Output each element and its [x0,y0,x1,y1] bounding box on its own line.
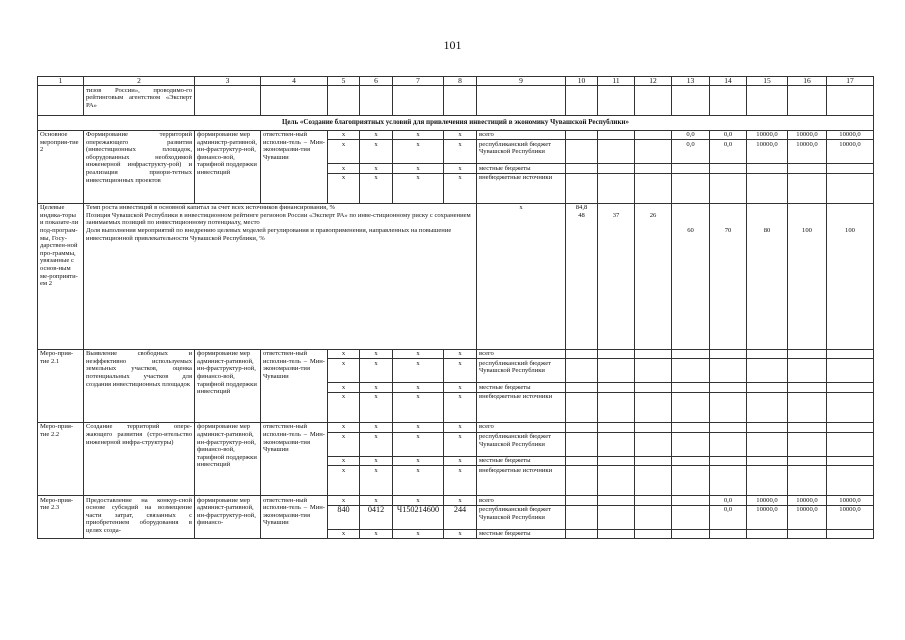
table-row: х х х х местные бюджеты [38,164,874,174]
indicators-row: Целевые индика-торы и показате-ли под-програм-мы, Госу-дарствен-ной про-граммы, увязанные с основ-ным ме-роприяти-ем 2 Темп роста инвестиций в основной капитал за счет всех источников финансирования, % Позиция Чувашской Республики в инвестиционном рейтинге регионов России «Эксперт РА» по инве-стиционному риску с сохранением занимаемых позиций по инвестиционному потенциалу, место Доля выполнения мероприятий по внедрению целевых моделей регулирования и правоприменения, направленных на повышение инвестиционной привлекательности Чувашской Республики, % х 84,8 48 37 26 60 70 80 100 100 [38,203,874,349]
indicators-list: Темп роста инвестиций в основной капитал за счет всех источников финансирования, % Позиция Чувашской Республики в инвестиционном рейтинге регионов России «Эксперт РА» по инве-стиционному риску с сохранением занимаемых позиций по инвестиционному потенциалу, место Доля выполнения мероприятий по внедрению целевых моделей регулирования и правоприменения, направленных на повышение инвестиционной привлекательности Чувашской Республики, % [84,203,477,349]
column-number: 1 [38,77,84,86]
funding-source: всего [477,130,566,140]
funding-source: внебюджетные источники [477,466,566,496]
table-row: х х х х местные бюджеты [38,456,874,466]
funding-source: всего [477,422,566,432]
column-number: 4 [261,77,328,86]
event-task: формирование мер администр-ративной, ин-фраструктур-ной, финансо-вой, тарифной поддержки инвестиций [195,130,261,203]
budget-table [37,76,874,539]
funding-source: республиканский бюджет Чувашской Республики [477,432,566,456]
column-number: 11 [598,77,635,86]
funding-source: местные бюджеты [477,529,566,539]
funding-source: республиканский бюджет Чувашской Республики [477,505,566,529]
event-name: Создание территорий опере-жающего развития (стро-ительство инженерной инфра-структуры) [84,422,195,495]
event-responsible: ответствен-ный исполни-тель – Мин-экономразви-тия Чувашии [261,349,328,422]
column-number: 16 [788,77,827,86]
event-responsible: ответствен-ный исполни-тель – Мин-экономразви-тия Чувашии [261,130,328,203]
event-task: формирование мер админист-ративной, ин-фраструктур-ной, финансо- [195,496,261,539]
column-number: 14 [710,77,747,86]
funding-source: всего [477,349,566,359]
table-row: Меро-прия-тие 2.1 Выявление свободных и неэффективно используемых земельных участков, оценка потенциальных участков для создания инвестиционных площадок формирование мер админист-ративной, ин-фраструктур-ной, финансо-вой, тарифной поддержки инвестиций ответствен-ный исполни-тель – Мин-экономразви-тия Чувашии х х х х всего [38,349,874,359]
column-number: 7 [393,77,444,86]
event-name: Предоставление на конкур-сной основе субсидий на возмещение части затрат, связанных с приобретением оборудования в целях созда- [84,496,195,539]
column-number: 10 [566,77,598,86]
table-row: х х х х внебюджетные источники [38,392,874,422]
event-responsible: ответствен-ный исполни-тель – Мин-экономразви-тия Чувашии [261,496,328,539]
column-number: 2 [84,77,195,86]
event-task: формирование мер админист-ративной, ин-фраструктур-ной, финансо-вой, тарифной поддержки инвестиций [195,349,261,422]
funding-source: всего [477,496,566,506]
funding-source: внебюджетные источники [477,173,566,203]
funding-source: внебюджетные источники [477,392,566,422]
table-row: Меро-прия-тие 2.2 Создание территорий опере-жающего развития (стро-ительство инженерной инфра-структуры) формирование мер админист-ративной, ин-фраструктур-ной, финансо-вой, тарифной поддержки инвестиций ответствен-ный исполни-тель – Мин-экономразви-тия Чувашии х х х х всего [38,422,874,432]
event-label: Меро-прия-тие 2.3 [38,496,84,539]
table-row: х х х х внебюджетные источники [38,173,874,203]
event-label: Меро-прия-тие 2.1 [38,349,84,422]
column-number: 3 [195,77,261,86]
table-row: 840 0412 Ч150214600 244 республиканский бюджет Чувашской Республики 0,0 10000,0 10000,0 10000,0 [38,505,874,529]
event-name: Формирование территорий опережающего развития (инвестиционных площадок, оборудованных необходимой инженерной инфраструкту-рой) и реализация приори-тетных инвестиционных проектов [84,130,195,203]
column-number: 9 [477,77,566,86]
funding-source: местные бюджеты [477,383,566,393]
table-row: х х х х республиканский бюджет Чувашской Республики [38,359,874,383]
column-number: 17 [827,77,874,86]
event-task: формирование мер админист-ративной, ин-фраструктур-ной, финансо-вой, тарифной поддержки инвестиций [195,422,261,495]
column-number: 8 [444,77,477,86]
table-row: х х х х внебюджетные источники [38,466,874,496]
page-number: 101 [443,38,462,52]
event-name: Выявление свободных и неэффективно используемых земельных участков, оценка потенциальных участков для создания инвестиционных площадок [84,349,195,422]
goal-row [38,116,874,131]
table-row: Основное мероприя-тие 2 Формирование территорий опережающего развития (инвестиционных площадок, оборудованных необходимой инженерной инфраструкту-рой) и реализация приори-тетных инвестиционных проектов формирование мер администр-ративной, ин-фраструктур-ной, финансо-вой, тарифной поддержки инвестиций ответствен-ный исполни-тель – Мин-экономразви-тия Чувашии х х х х всего 0,0 0,0 10000,0 10000,0 10000,0 [38,130,874,140]
column-number: 5 [328,77,360,86]
funding-source: местные бюджеты [477,164,566,174]
funding-source: местные бюджеты [477,456,566,466]
goal-title: Цель «Создание благоприятных условий для привлечения инвестиций в экономику Чувашской Республики» [38,116,874,131]
column-number-row [38,77,874,86]
continuation-text: тизов России», проводимо-го рейтинговым агентством «Эксперт РА» [84,86,195,116]
continuation-row [38,86,874,116]
event-label: Основное мероприя-тие 2 [38,130,84,203]
table-row: х х х х республиканский бюджет Чувашской Республики [38,432,874,456]
table-row: х х х х республиканский бюджет Чувашской Республики 0,0 0,0 10000,0 10000,0 10000,0 [38,140,874,164]
funding-source: республиканский бюджет Чувашской Республики [477,140,566,164]
event-label: Меро-прия-тие 2.2 [38,422,84,495]
column-number: 6 [360,77,393,86]
indicators-label: Целевые индика-торы и показате-ли под-програм-мы, Госу-дарствен-ной про-граммы, увязанные с основ-ным ме-роприяти-ем 2 [38,203,84,349]
table-row: х х х х местные бюджеты [38,383,874,393]
table-row: Меро-прия-тие 2.3 Предоставление на конкур-сной основе субсидий на возмещение части затрат, связанных с приобретением оборудования в целях созда- формирование мер админист-ративной, ин-фраструктур-ной, финансо- ответствен-ный исполни-тель – Мин-экономразви-тия Чувашии х х х х всего 0,0 10000,0 10000,0 10000,0 [38,496,874,506]
event-responsible: ответствен-ный исполни-тель – Мин-экономразви-тия Чувашии [261,422,328,495]
column-number: 13 [672,77,710,86]
column-number: 15 [747,77,788,86]
table-row: х х х х местные бюджеты [38,529,874,539]
funding-source: республиканский бюджет Чувашской Республики [477,359,566,383]
column-number: 12 [635,77,672,86]
